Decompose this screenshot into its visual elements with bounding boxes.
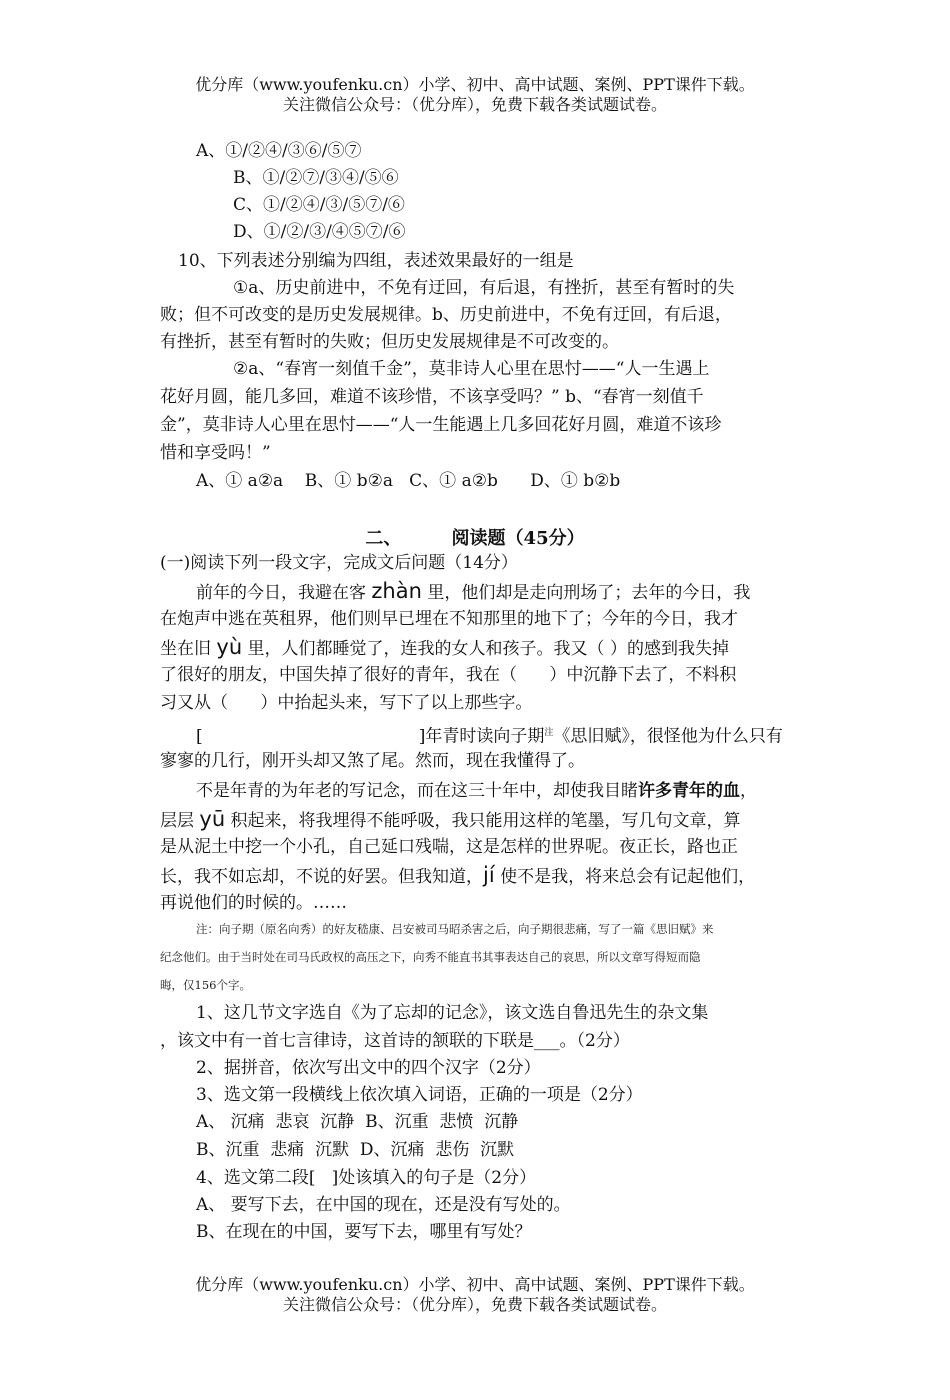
passage-p3-line3: 是从泥土中挖一个小孔，自己延口残喘，这是怎样的世界呢。夜正长，路也正 [160,837,738,857]
page-footer-line2: 关注微信公众号：（优分库），免费下载各类试题试卷。 [282,1295,667,1314]
passage-p2-line2: 寥寥的几行，刚开头却又煞了尾。然而，现在我懂得了。 [160,751,585,771]
passage-p3-line4: 长，我不如忘却，不说的好罢。但我知道，jí 使不是我，将来总会有记起他们， [160,863,756,887]
passage-p3-line5: 再说他们的时候的。…… [160,893,347,913]
passage-p2-line1: [ ]年青时读向子期$^注$《思旧赋》，很怪他为什么只有 [196,726,783,747]
pinyin-yu4: yù [216,635,243,659]
pinyin-yu1: yū [199,807,226,831]
question-3-options-ab: A、 沉痛 悲哀 沉静 B、沉重 悲愤 沉静 [196,1112,519,1132]
q10-stem: 10、下列表述分别编为四组，表述效果最好的一组是 [178,251,574,271]
passage-p1-line1: 前年的今日，我避在客 zhàn 里，他们却是走向刑场了；去年的今日，我 [196,579,751,603]
pinyin-ji: jí [483,863,495,887]
question-1-line2: ，该文中有一首七言律诗，这首诗的颔联的下联是___。（2分） [160,1031,630,1051]
passage-p3-line2: 层层 yū 积起来，将我埋得不能呼吸，我只能用这样的笔墨，写几句文章，算 [160,807,741,831]
q9-option-a: A、①/②④/③⑥/⑤⑦ [196,141,362,161]
page-header-line1: 优分库（www.youfenku.cn）小学、初中、高中试题、案例、PPT课件下载。 [195,75,755,94]
q9-option-b: B、①/②⑦/③④/⑤⑥ [233,168,399,188]
question-4-option-b: B、在现在的中国，要写下去，哪里有写处？ [196,1222,532,1242]
q10-group2-line4: 惜和享受吗！” [160,443,271,463]
part1-heading: (一)阅读下列一段文字，完成文后问题（14分） [160,553,518,573]
q10-group1-line1: ①a、历史前进中，不免有迂回，有后退，有挫折，甚至有暂时的失 [233,278,735,298]
q10-group2-line2: 花好月圆，能几多回，难道不该珍惜，不该享受吗？” b、“春宵一刻值千 [160,387,704,407]
passage-p1-line2: 在炮声中逃在英租界，他们则早已埋在不知那里的地下了；今年的今日，我才 [160,609,738,629]
footnote-line2: 纪念他们。由于当时处在司马氏政权的高压之下，向秀不能直书其事表达自己的哀思，所以文章写得短而隐 [160,950,701,964]
section-title: 二、 阅读题（45分） [365,528,585,549]
question-3-options-cd: B、沉重 悲痛 沉默 D、沉痛 悲伤 沉默 [196,1140,515,1160]
pinyin-zhan: zhàn [371,579,422,603]
question-4-option-a: A、 要写下去，在中国的现在，还是没有写处的。 [196,1195,571,1215]
q9-option-d: D、①/②/③/④⑤⑦/⑥ [233,222,406,242]
question-2: 2、据拼音，依次写出文中的四个汉字（2分） [196,1058,541,1078]
q10-group2-line3: 金”，莫非诗人心里在思忖——“人一生能遇上几多回花好月圆，难道不该珍 [160,415,722,435]
page-header-line2: 关注微信公众号：（优分库），免费下载各类试题试卷。 [282,95,667,114]
question-4: 4、选文第二段[ ]处该填入的句子是（2分） [196,1168,537,1188]
q10-group1-line2: 败；但不可改变的是历史发展规律。b、历史前进中，不免有迂回，有后退， [160,305,732,325]
passage-p1-line3: 坐在旧 yù 里，人们都睡觉了，连我的女人和孩子。我又（ ）的感到我失掉 [160,635,729,659]
passage-p1-line5: 习又从（ ）中抬起头来，写下了以上那些字。 [160,693,533,713]
q9-option-c: C、①/②④/③/⑤⑦/⑥ [233,195,405,215]
footnote-line1: 注：向子期（原名向秀）的好友嵇康、吕安被司马昭杀害之后，向子期很悲痛，写了一篇《思旧赋》来 [196,922,714,936]
q10-options: A、① a②a B、① b②a C、① a②b D、① b②b [196,471,621,491]
passage-p3-line1: 不是年青的为年老的写记念，而在这三十年中，却使我目睹许多青年的血， [196,781,757,801]
q10-group1-line3: 有挫折，甚至有暂时的失败；但历史发展规律是不可改变的。 [160,332,619,352]
page-footer-line1: 优分库（www.youfenku.cn）小学、初中、高中试题、案例、PPT课件下载。 [195,1275,755,1294]
footnote-line3: 晦，仅156个字。 [160,978,251,992]
question-3: 3、选文第一段横线上依次填入词语，正确的一项是（2分） [196,1085,643,1105]
q10-group2-line1: ②a、“春宵一刻值千金”，莫非诗人心里在思忖——“人一生遇上 [233,359,710,379]
passage-p1-line4: 了很好的朋友，中国失掉了很好的青年，我在（ ）中沉静下去了，不料积 [160,665,737,685]
emphasis-text: 许多青年的血 [638,781,740,801]
question-1-line1: 1、这几节文字选自《为了忘却的记念》，该文选自鲁迅先生的杂文集 [196,1003,709,1023]
